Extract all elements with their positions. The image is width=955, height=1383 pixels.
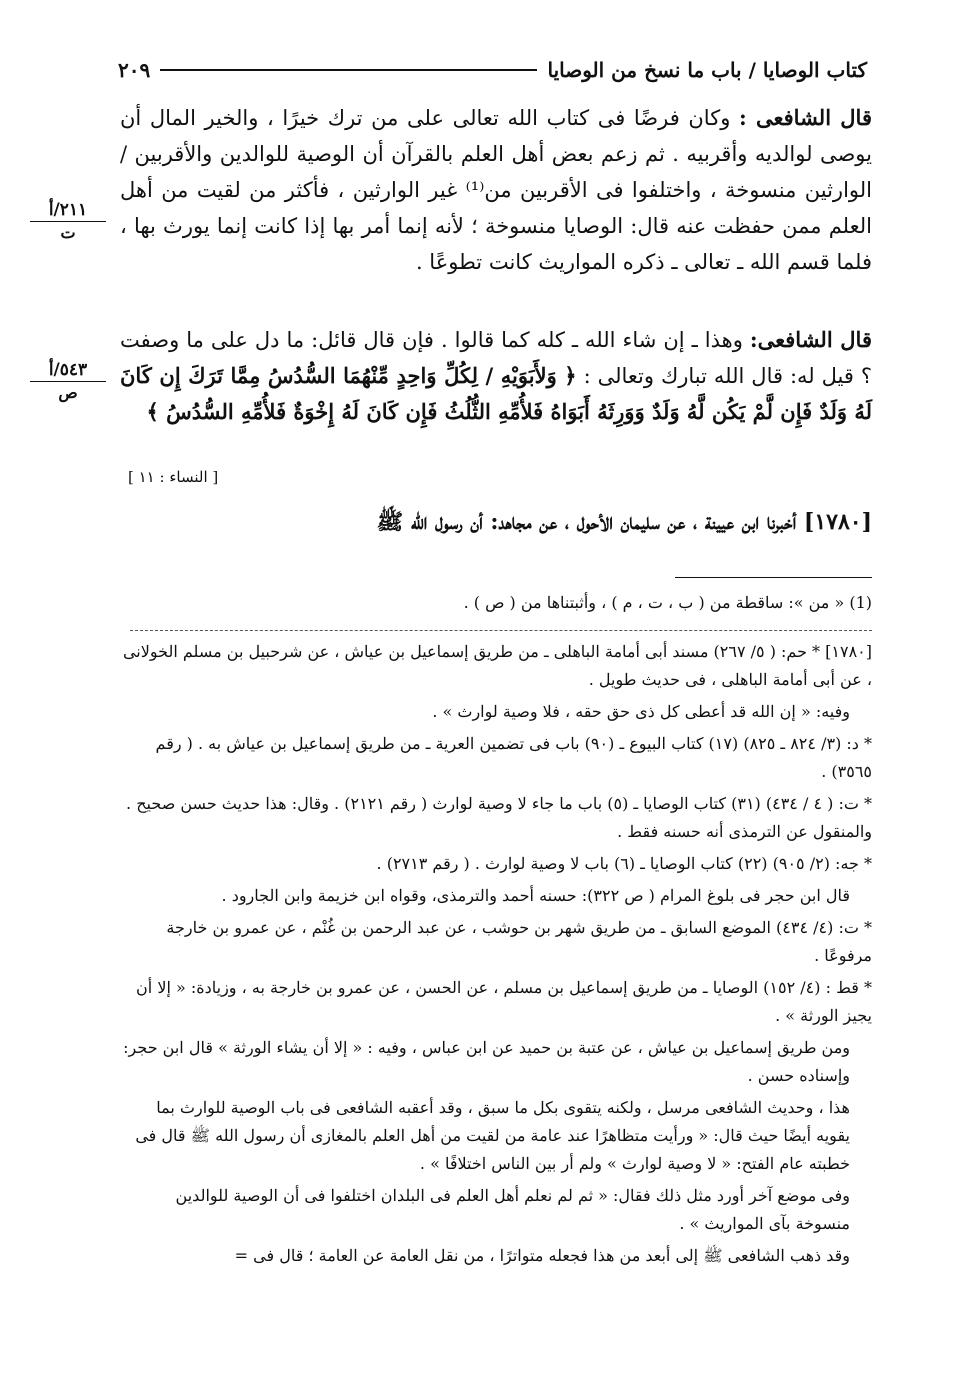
note-item: قال ابن حجر فى بلوغ المرام ( ص ٣٢٢): حسنه أحمد والترمذى، وقواه ابن خزيمة وابن الجارود . [221,886,850,905]
note-item: * ت: (٤/ ٤٣٤) الموضع السابق ـ من طريق شهر بن حوشب ، عن عبد الرحمن بن غُنْم ، عن عمرو بن خارجة مرفوعًا . [166,918,872,965]
margin-ref-1-code: ت [60,223,76,242]
note-item: * د: (٣/ ٨٢٤ ـ ٨٢٥) (١٧) كتاب البيوع ـ (٩٠) باب فى تضمين العرية ـ من طريق إسماعيل بن عياش به . ( رقم ٣٥٦٥) . [155,734,872,781]
margin-ref-1-number: ٢١١/أ [30,200,106,222]
margin-reference-1 [30,200,106,242]
hadith-notes [120,638,872,1274]
margin-ref-2-number: ٥٤٣/أ [30,360,106,382]
note-item: * ت: ( ٤ / ٤٣٤) (٣١) كتاب الوصايا ـ (٥) باب ما جاء لا وصية لوارث ( رقم ٢١٢١) . وقال: هذا حديث حسن صحيح . والمنقول عن الترمذى أنه حسنه فقط . [126,794,872,841]
paragraph-1-text: وكان فرضًا فى كتاب الله تعالى على من ترك خيرًا ، والخير المال أن يوصى لوالديه وأقربيه . ثم زعم بعض أهل العلم بالقرآن أن الوصية للوالدين والأقربين /الوارثين منسوخة ، واختلفوا فى الأقربين من⁽¹⁾ غير الوارثين ، فأكثر من لقيت من أهل العلم ممن حفظت عنه قال: الوصايا منسوخة ؛ لأنه إنما أمر بها إذا كانت إنما يورث بها ، فلما قسم الله ـ تعالى ـ ذكره المواريث كانت تطوعًا . [120,106,872,274]
chapter-title: كتاب الوصايا / باب ما نسخ من الوصايا [547,58,867,82]
note-item: وفى موضع آخر أورد مثل ذلك فقال: « ثم لم نعلم أهل العلم فى البلدان اختلفوا فى أن الوصية للوالدين منسوخة بآى المواريث » . [175,1186,850,1233]
paragraph-2 [120,322,872,430]
note-item: هذا ، وحديث الشافعى مرسل ، ولكنه يتقوى بكل ما سبق ، وقد أعقبه الشافعى فى باب الوصية للوارث بما يقويه أيضًا حيث قال: « ورأيت متظاهرًا عند عامة من لقيت من أهل العلم بالمغازى أن رسول الله ﷺ قال فى خطبته عام الفتح: « لا وصية لوارث » ولم أر بين الناس اختلافًا » . [135,1098,850,1173]
verse-citation: [ النساء : ١١ ] [128,468,219,486]
paragraph-2-speaker: قال الشافعى: [749,327,872,352]
hadith-1780-intro: [١٧٨٠] أخبرنا ابن عيينة ، عن سليمان الأحول ، عن مجاهد: أن رسول الله ﷺ [376,509,872,535]
note-item: وفيه: « إن الله قد أعطى كل ذى حق حقه ، فلا وصية لوارث » . [432,702,850,721]
running-header [118,52,867,88]
footnote-rule [675,577,872,578]
paragraph-1 [120,100,872,280]
note-item: وقد ذهب الشافعى ﷺ إلى أبعد من هذا فجعله متواترًا ، من نقل العامة عن العامة ؛ قال فى = [234,1246,850,1265]
paragraph-2-text: وهذا ـ إن شاء الله ـ كله كما قالوا . فإن قال قائل: ما دل على ما وصفت ؟ قيل له: قال الله تبارك وتعالى : [120,328,872,388]
header-rule [160,69,537,71]
quran-verse: ﴿ وَلأَبَوَيْهِ / لِكُلِّ وَاحِدٍ مِّنْهُمَا السُّدُسُ مِمَّا تَرَكَ إِن كَانَ لَهُ وَلَدٌ فَإِن لَّمْ يَكُن لَّهُ وَلَدٌ وَوَرِثَهُ أَبَوَاهُ فَلأُمِّهِ الثُّلُثُ فَإِن كَانَ لَهُ إِخْوَةٌ فَلأُمِّهِ السُّدُسُ ﴾ [120,363,872,424]
margin-reference-2 [30,360,106,402]
note-item: * جه: (٢/ ٩٠٥) (٢٢) كتاب الوصايا ـ (٦) باب لا وصية لوارث . ( رقم ٢٧١٣) . [376,854,872,873]
note-item: * قط : (٤/ ١٥٢) الوصايا ـ من طريق إسماعيل بن مسلم ، عن الحسن ، عن عمرو بن خارجة به ، وزيادة: « إلا أن يجيز الورثة » . [136,978,872,1025]
margin-ref-2-code: ص [58,383,78,402]
footnote-1: (1) « من »: ساقطة من ( ب ، ت ، م ) ، وأثبتناها من ( ص ) . [463,593,872,612]
paragraph-1-speaker: قال الشافعى : [738,105,872,130]
note-item: [١٧٨٠] * حم: ( ٥/ ٢٦٧) مسند أبى أمامة الباهلى ـ من طريق إسماعيل بن عياش ، عن شرحبيل بن مسلم الخولانى ، عن أبى أمامة الباهلى ، فى حديث طويل . [122,642,872,689]
notes-separator [130,630,872,631]
page-number: ٢٠٩ [118,58,151,82]
note-item: ومن طريق إسماعيل بن عياش ، عن عتبة بن حميد عن ابن عباس ، وفيه : « إلا أن يشاء الورثة » قال ابن حجر: وإسناده حسن . [123,1038,850,1085]
